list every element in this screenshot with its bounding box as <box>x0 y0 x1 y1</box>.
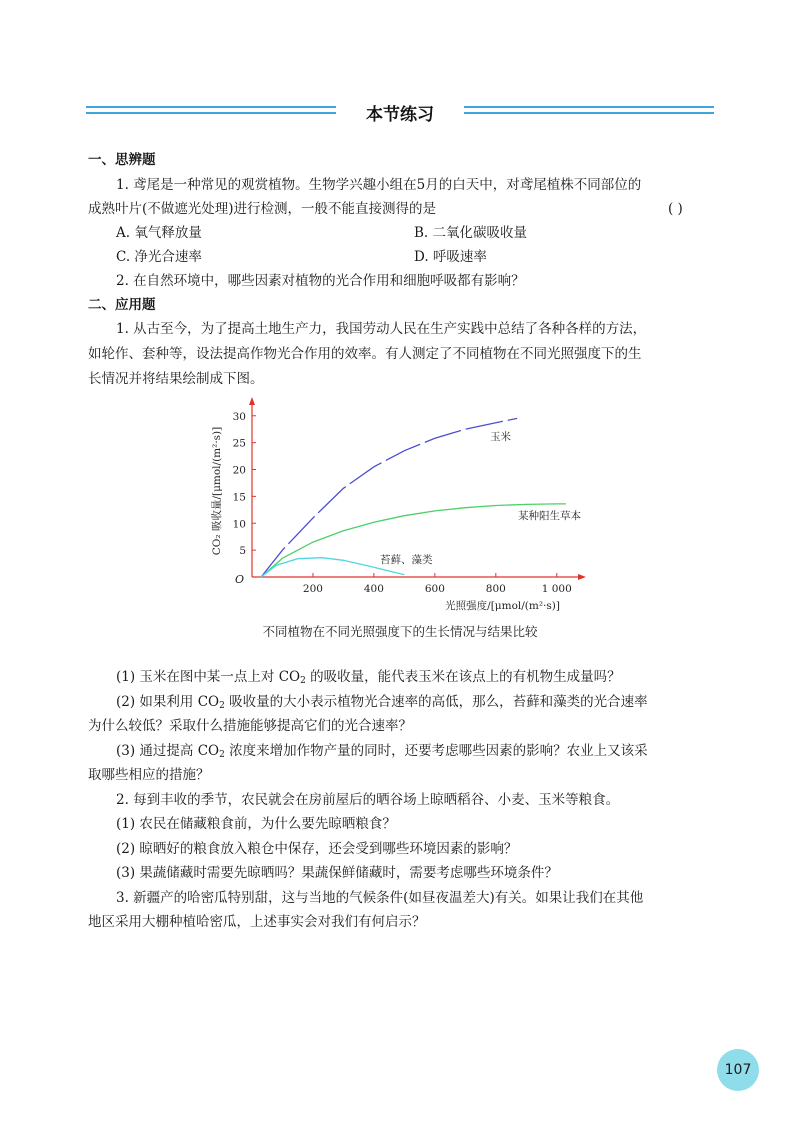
s2-sub1 <box>116 665 744 693</box>
page-number: 107 <box>717 1049 759 1091</box>
series-label-1: 玉米 <box>490 431 511 443</box>
y-tick-label: 30 <box>232 410 246 423</box>
s2-q1-line3: 长情况并将结果绘制成下图。 <box>88 371 264 387</box>
s2-q2-3: (3) 果蔬储藏时需要先晾晒吗？果蔬保鲜储藏时，需要考虑哪些环境条件？ <box>116 865 558 881</box>
s2-q2-2: (2) 晾晒好的粮食放入粮仓中保存，还会受到哪些环境因素的影响？ <box>116 841 518 857</box>
s2-sub2-post: 吸收量的大小表示植物光合速率的高低，那么，苔藓和藻类的光合速率 <box>224 694 648 710</box>
s2-sub3-pre: (3) 通过提高 CO <box>116 743 220 759</box>
s2-q1-line1: 1. 从古至今，为了提高土地生产力，我国劳动人民在生产实践中总结了各种各样的方法， <box>116 321 647 337</box>
y-tick-label: 5 <box>239 545 246 558</box>
x-tick-label: 600 <box>424 583 445 595</box>
s2-sub2-line2: 为什么较低？采取什么措施能够提高它们的光合速率？ <box>88 718 412 734</box>
option-d: D. 呼吸速率 <box>414 249 487 265</box>
y-axis-arrow <box>249 397 255 405</box>
origin-label: O <box>234 573 244 586</box>
s2-sub3-post: 浓度来增加作物产量的同时，还要考虑哪些因素的影响？农业上又该采 <box>224 743 648 759</box>
section1-heading: 一、思辨题 <box>88 152 156 168</box>
co2-subscript: 2 <box>219 750 225 760</box>
series-label-2: 某种阳生草本 <box>518 510 581 522</box>
co2-subscript: 2 <box>219 701 225 711</box>
s1-q1-line2: 成熟叶片(不做遮光处理)进行检测，一般不能直接测得的是 <box>88 201 437 217</box>
s2-sub1-pre: (1) 玉米在图中某一点上对 CO <box>116 669 301 685</box>
s2-q2-1: (1) 农民在储藏粮食前，为什么要先晾晒粮食？ <box>116 816 396 832</box>
x-axis-label: 光照强度/[μmol/(m²·s)] <box>445 600 560 612</box>
option-a: A. 氧气释放量 <box>116 225 202 241</box>
x-tick-label: 800 <box>485 583 506 595</box>
section-title: 本节练习 <box>366 105 434 125</box>
co2-subscript: 2 <box>300 676 306 686</box>
header-rule-right-top <box>464 106 714 108</box>
series-label-3: 苔藓、藻类 <box>380 554 433 566</box>
y-tick-label: 20 <box>232 464 246 477</box>
section2-heading: 二、应用题 <box>88 297 156 313</box>
answer-paren: ( ) <box>668 201 683 217</box>
y-axis-label: CO₂ 吸收量/[μmol/(m²·s)] <box>211 426 223 556</box>
y-tick-label: 15 <box>232 491 246 504</box>
x-tick-label: 400 <box>363 583 384 595</box>
s2-sub2-pre: (2) 如果利用 CO <box>116 694 220 710</box>
s1-q2: 2. 在自然环境中，哪些因素对植物的光合作用和细胞呼吸都有影响？ <box>116 273 525 289</box>
s2-q3-line2: 地区采用大棚种植哈密瓜，上述事实会对我们有何启示？ <box>88 914 426 930</box>
option-b: B. 二氧化碳吸收量 <box>414 225 528 241</box>
s2-q1-line2: 如轮作、套种等，设法提高作物光合作用的效率。有人测定了不同植物在不同光照强度下的生 <box>88 346 642 362</box>
option-c: C. 净光合速率 <box>116 249 202 265</box>
co2-light-chart <box>200 395 620 625</box>
chart-caption: 不同植物在不同光照强度下的生长情况与结果比较 <box>262 624 538 639</box>
x-tick-label: 200 <box>302 583 323 595</box>
s2-sub3-line2: 取哪些相应的措施？ <box>88 767 210 783</box>
x-tick-label: 1 000 <box>541 583 572 595</box>
y-tick-label: 25 <box>232 437 246 450</box>
header-rule-left-top <box>86 106 336 108</box>
header-rule-left-bottom <box>86 112 336 114</box>
s2-sub1-post: 的吸收量，能代表玉米在该点上的有机物生成量吗？ <box>305 669 621 685</box>
s1-q1-line1: 1. 鸢尾是一种常见的观赏植物。生物学兴趣小组在5月的白天中，对鸢尾植株不同部位的 <box>116 177 642 193</box>
s2-q2: 2. 每到丰收的季节，农民就会在房前屋后的晒谷场上晾晒稻谷、小麦、玉米等粮食。 <box>116 792 620 808</box>
header-rule-right-bottom <box>464 112 714 114</box>
s2-q3-line1: 3. 新疆产的哈密瓜特别甜，这与当地的气候条件(如昼夜温差大)有关。如果让我们在其他 <box>116 890 644 906</box>
y-tick-label: 10 <box>232 518 246 531</box>
x-axis-arrow <box>578 574 586 580</box>
